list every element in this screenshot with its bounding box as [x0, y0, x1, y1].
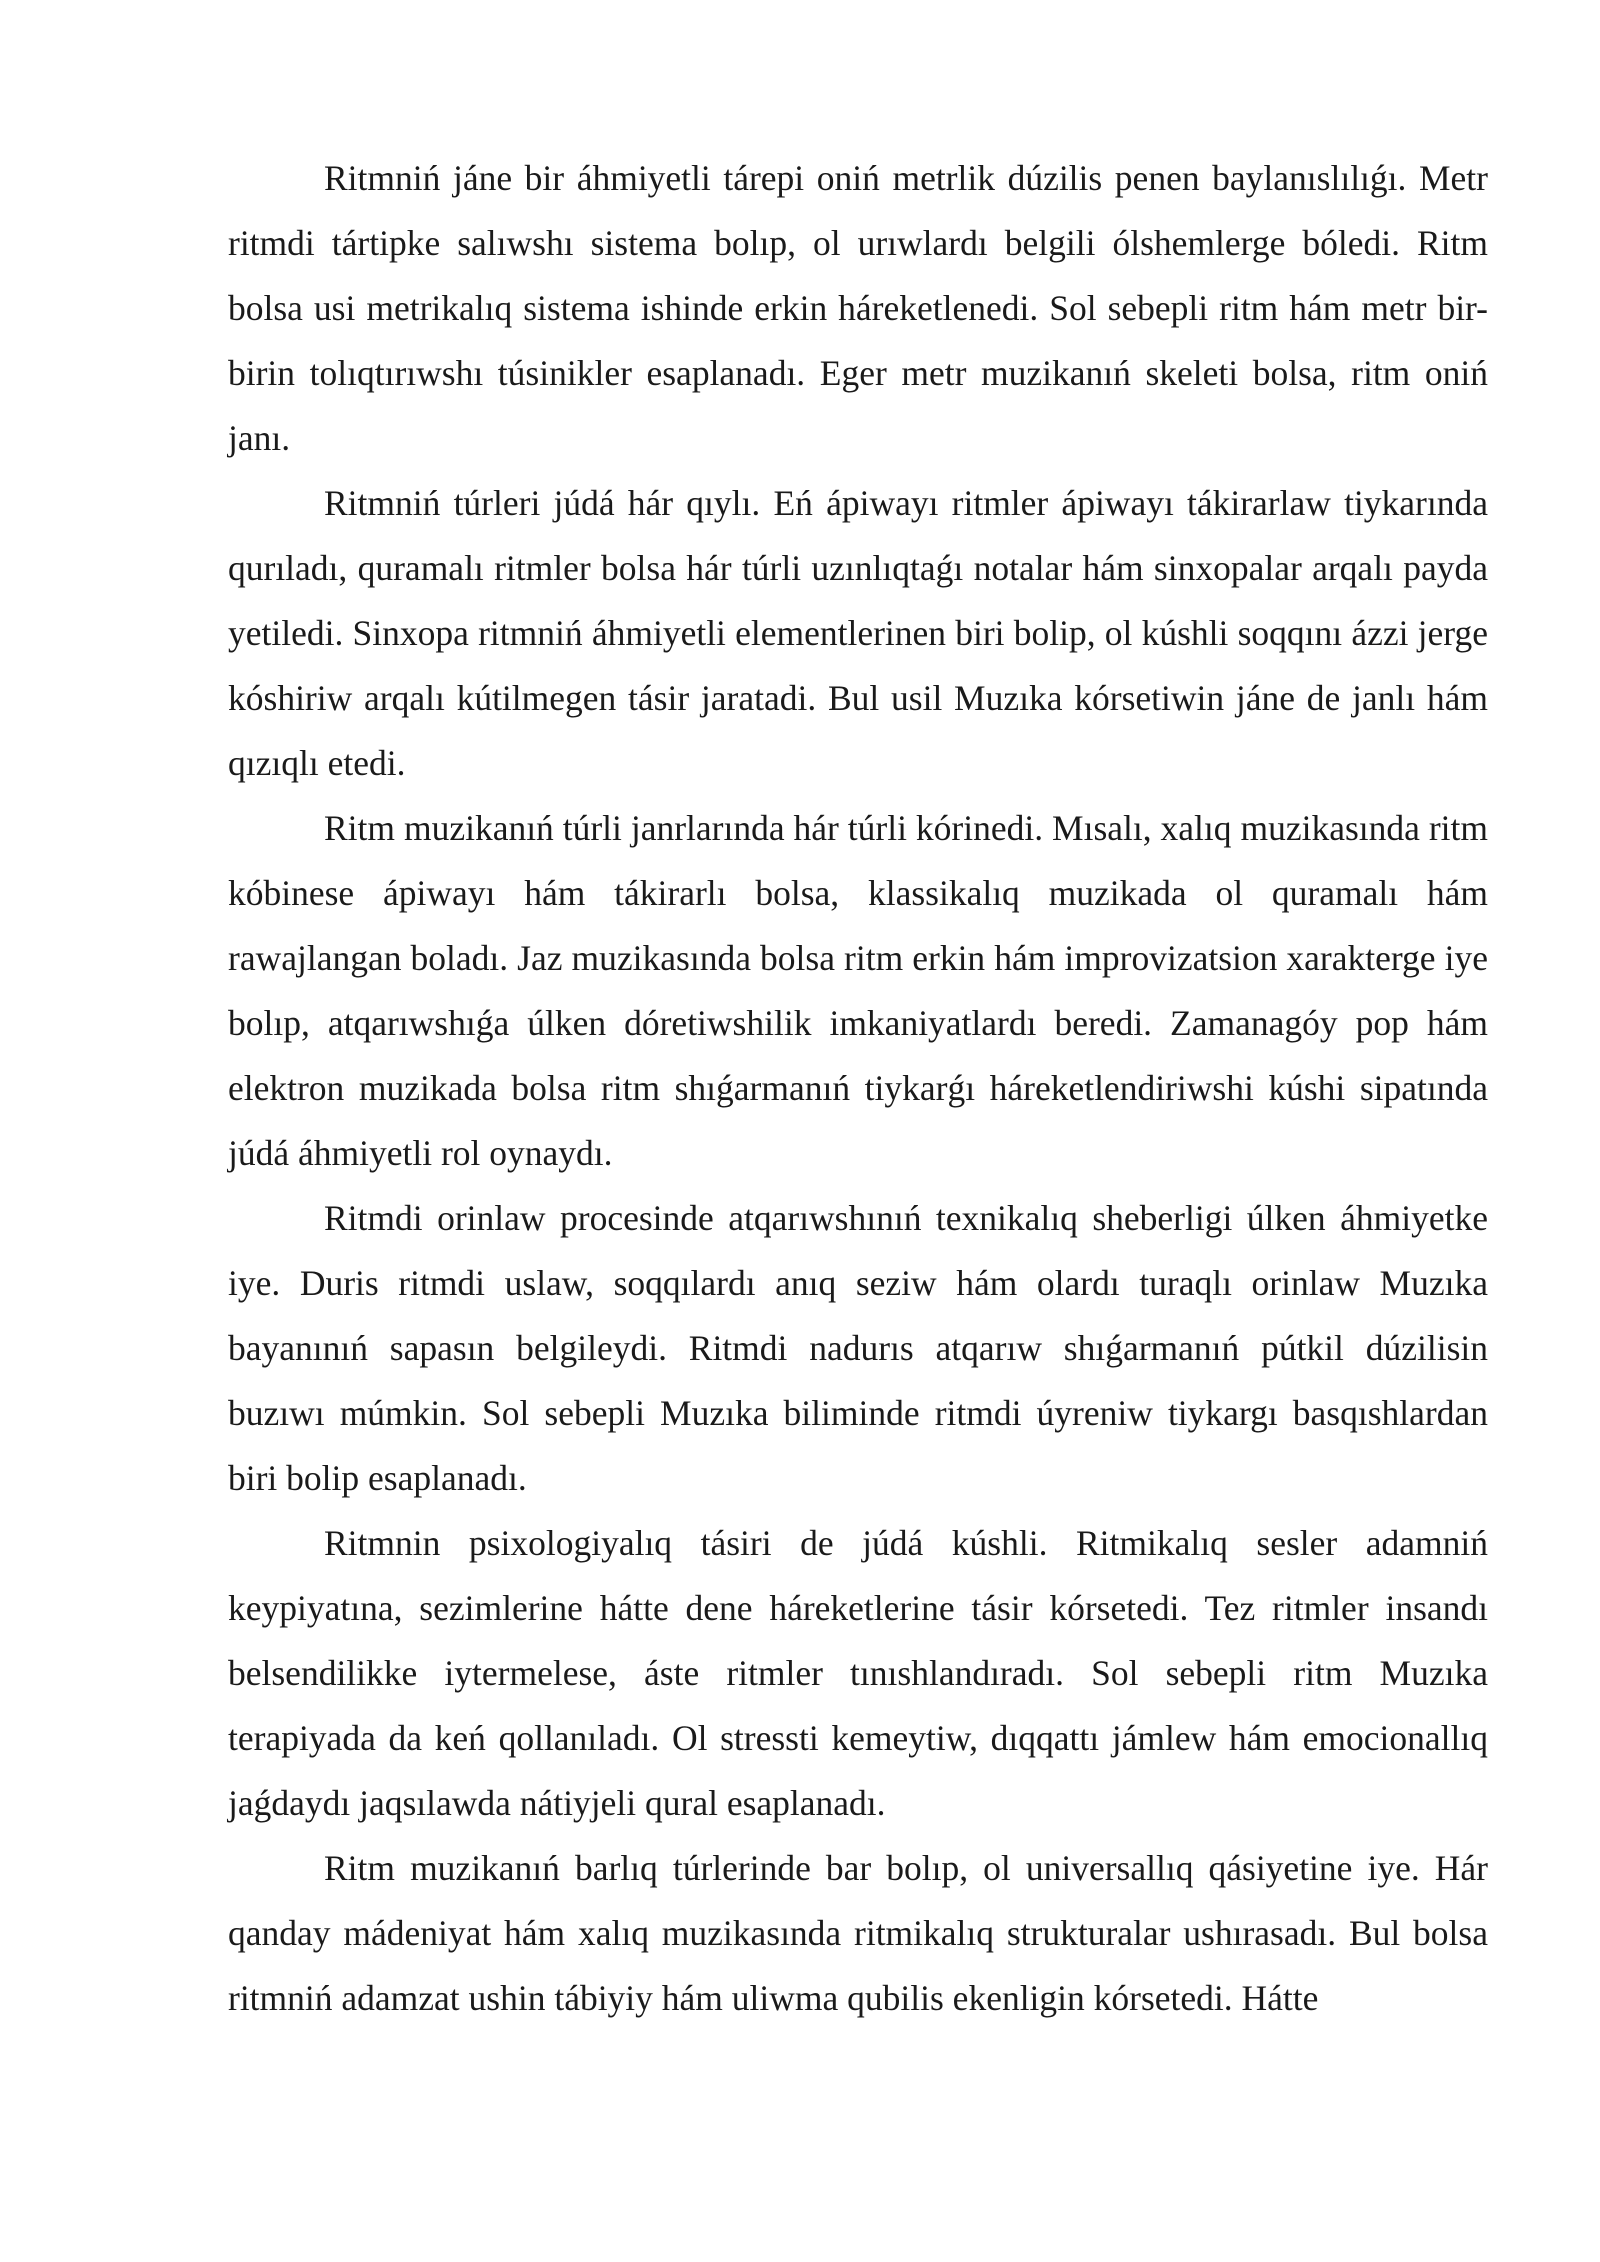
paragraph-rhythm-types: Ritmniń túrleri júdá hár qıylı. Eń ápiwayı ritmler ápiwayı tákirarlaw tiykarında qurıladı, quramalı ritmler bolsa hár túrli uzınlıqtaǵı notalar hám sinxopalar arqalı payda yetiledi. Sinxopa ritmniń áhmiyetli elementlerinen biri bolip, ol kúshli soqqını ázzi jerge kóshiriw arqalı kútilmegen tásir jaratadi. Bul usil Muzıka kórsetiwin jáne de janlı hám qızıqlı etedi. — [228, 483, 1488, 783]
paragraph-rhythm-universality: Ritm muzikanıń barlıq túrlerinde bar bolıp, ol universallıq qásiyetine iye. Hár qanday mádeniyat hám xalıq muzikasında ritmikalıq strukturalar ushırasadı. Bul bolsa ritmniń adamzat ushin tábiyiy hám uliwma qubilis ekenligin kórsetedi. Hátte — [228, 1848, 1488, 2018]
paragraph-rhythm-genres: Ritm muzikanıń túrli janrlarında hár túrli kórinedi. Mısalı, xalıq muzikasında ritm kóbinese ápiwayı hám tákirarlı bolsa, klassikalıq muzikada ol quramalı hám rawajlangan boladı. Jaz muzikasında bolsa ritm erkin hám improvizatsion xarakterge iye bolıp, atqarıwshıǵa úlken dóretiwshilik imkaniyatlardı beredi. Zamanagóy pop hám elektron muzikada bolsa ritm shıǵarmanıń tiykarǵı háreketlendiriwshi kúshi sipatında júdá áhmiyetli rol oynaydı. — [228, 808, 1488, 1173]
document-page — [228, 146, 1488, 2031]
paragraph-meter-relation: Ritmniń jáne bir áhmiyetli tárepi oniń metrlik dúzilis penen baylanıslılıǵı. Metr ritmdi tártipke salıwshı sistema bolıp, ol urıwlardı belgili ólshemlerge bóledi. Ritm bolsa usi metrikalıq sistema ishinde erkin háreketlenedi. Sol sebepli ritm hám metr bir-birin tolıqtırıwshı túsinikler esaplanadı. Eger metr muzikanıń skeleti bolsa, ritm oniń janı. — [228, 158, 1488, 458]
paragraph-rhythm-psychology: Ritmnin psixologiyalıq tásiri de júdá kúshli. Ritmikalıq sesler adamniń keypiyatına, sezimlerine hátte dene háreketlerine tásir kórsetedi. Tez ritmler insandı belsendilikke iytermelese, áste ritmler tınıshlandıradı. Sol sebepli ritm Muzıka terapiyada da keń qollanıladı. Ol stressti kemeytiw, dıqqattı jámlew hám emocionallıq jaǵdaydı jaqsılawda nátiyjeli qural esaplanadı. — [228, 1523, 1488, 1823]
paragraph-rhythm-performance: Ritmdi orinlaw procesinde atqarıwshınıń texnikalıq sheberligi úlken áhmiyetke iye. Duris ritmdi uslaw, soqqılardı anıq seziw hám olardı turaqlı orinlaw Muzıka bayanınıń sapasın belgileydi. Ritmdi nadurıs atqarıw shıǵarmanıń pútkil dúzilisin buzıwı múmkin. Sol sebepli Muzıka biliminde ritmdi úyreniw tiykargı basqıshlardan biri bolip esaplanadı. — [228, 1198, 1488, 1498]
